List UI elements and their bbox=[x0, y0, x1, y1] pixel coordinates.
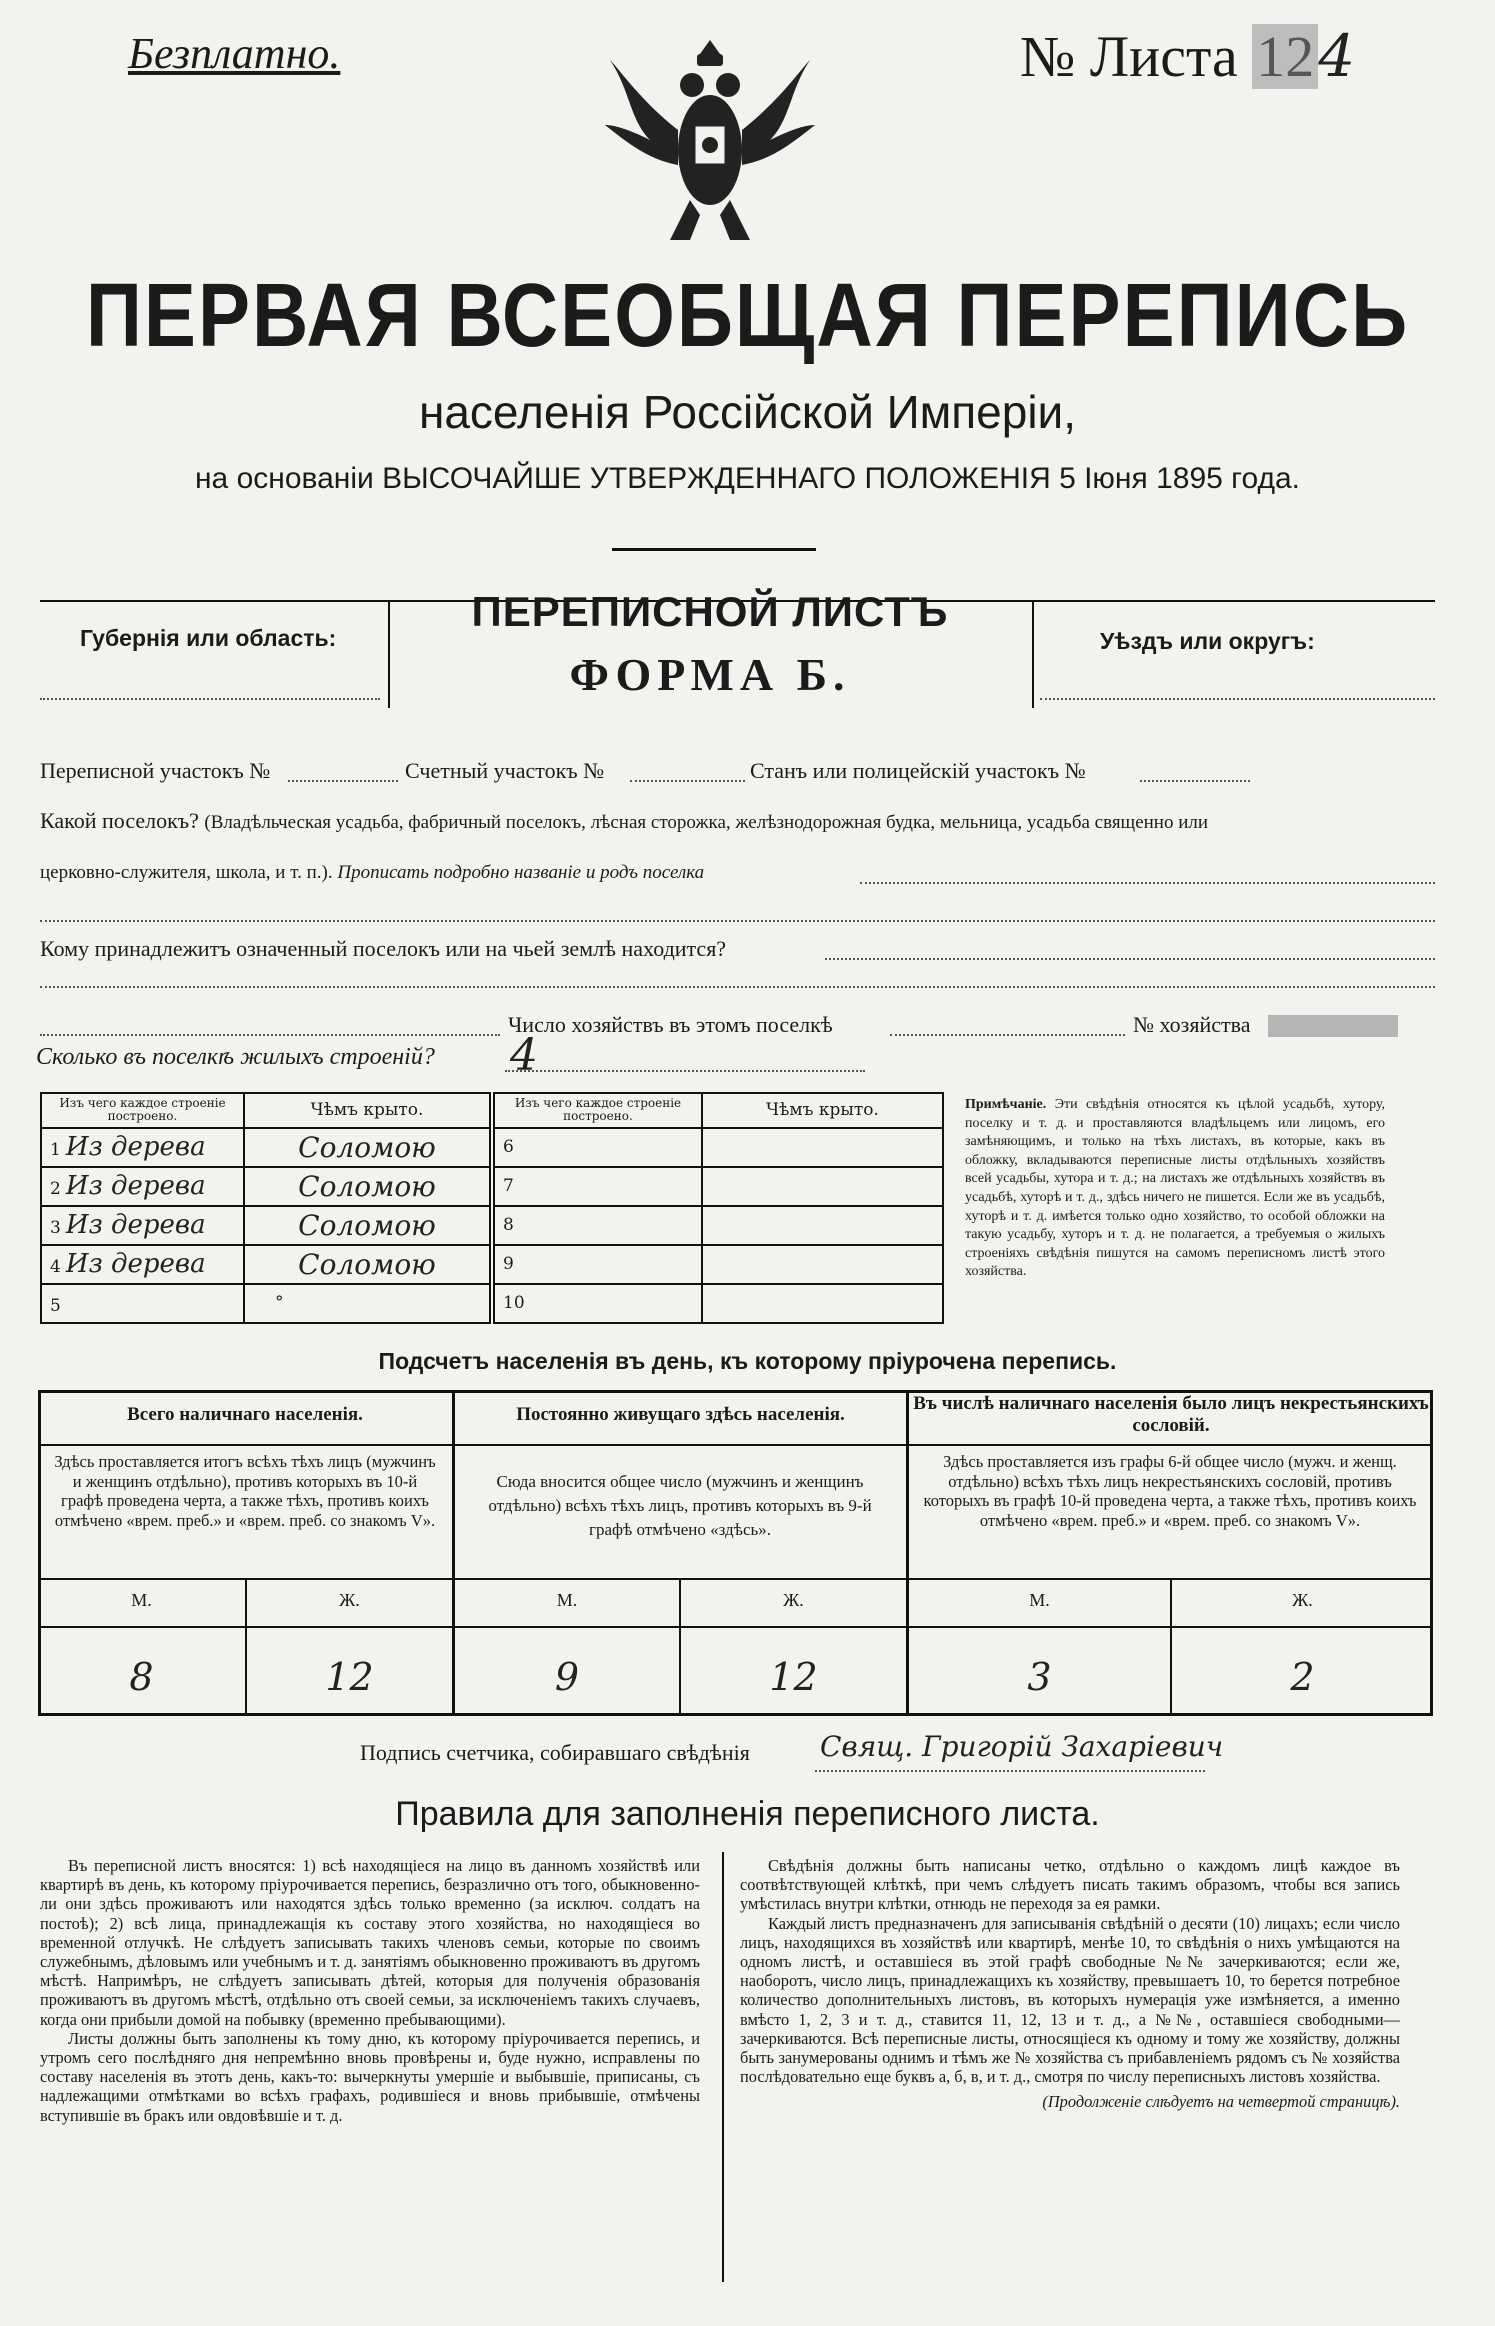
form-label: ФОРМА Б. bbox=[569, 649, 851, 700]
buildings-table bbox=[40, 1092, 944, 1324]
signature-label: Подпись счетчика, собиравшаго свѣдѣнія bbox=[360, 1740, 750, 1765]
col-material-header: Изъ чего каждое строеніе построено. bbox=[41, 1093, 244, 1128]
buildings-value[interactable]: 4 bbox=[510, 1030, 538, 1081]
non-peasant-f-label: Ж. bbox=[1292, 1590, 1313, 1610]
table-row[interactable]: 9 bbox=[492, 1245, 702, 1284]
free-label: Безплатно. bbox=[128, 29, 341, 78]
table-row[interactable]: 1 Из дерева bbox=[41, 1128, 244, 1167]
rules-continued: (Продолженіе слѣдуетъ на четвертой страницѣ). bbox=[1042, 2092, 1400, 2112]
col-roof-header: Чѣмъ крыто. bbox=[244, 1093, 492, 1128]
col-material-header-2: Изъ чего каждое строеніе построено. bbox=[492, 1093, 702, 1128]
permanent-population-desc: Сюда вносится общее число (мужчинъ и женщинъ отдѣльно) всѣхъ тѣхъ лицъ, противъ которыхъ въ 9-й графѣ отмѣчено «здѣсь». bbox=[488, 1472, 872, 1539]
table-cell-roof[interactable]: Соломою bbox=[244, 1206, 492, 1245]
table-row[interactable]: 2 Из дерева bbox=[41, 1167, 244, 1206]
table-row[interactable]: 4 Из дерева bbox=[41, 1245, 244, 1284]
table-row[interactable]: 5 bbox=[41, 1284, 244, 1323]
non-peasant-header: Въ числѣ наличнаго населенія было лицъ некрестьянскихъ сословій. bbox=[913, 1393, 1429, 1436]
settlement-field-extra[interactable] bbox=[40, 920, 1435, 922]
sheet-number-label: № Листа 124 bbox=[1020, 22, 1356, 90]
owner-field[interactable] bbox=[825, 958, 1435, 960]
total-f-value[interactable]: 12 bbox=[325, 1655, 374, 1699]
household-number-label: № хозяйства bbox=[1133, 1012, 1251, 1037]
counting-section-field[interactable] bbox=[630, 780, 745, 782]
households-count-label: Число хозяйствъ въ этомъ поселкѣ bbox=[508, 1012, 833, 1037]
table-cell-roof[interactable]: Соломою bbox=[244, 1245, 492, 1284]
col-roof-header-2: Чѣмъ крыто. bbox=[702, 1093, 943, 1128]
rules-title: Правила для заполненія переписного листа. bbox=[395, 1795, 1100, 1833]
census-section-field[interactable] bbox=[288, 780, 398, 782]
table-cell-roof[interactable]: Соломою bbox=[244, 1167, 492, 1206]
district-label: Уѣздъ или округъ: bbox=[1100, 628, 1315, 654]
table-row[interactable]: 7 bbox=[492, 1167, 702, 1206]
total-population-desc: Здѣсь проставляется итогъ всѣхъ тѣхъ лицъ (мужчинъ и женщинъ отдѣльно), противъ которыхъ въ 10-й графѣ проведена черта, а также тѣхъ, противъ коихъ отмѣчено «врем. преб.» и «врем. преб. со знакомъ V». bbox=[54, 1452, 436, 1530]
province-field[interactable] bbox=[40, 698, 380, 700]
table-row[interactable]: 3 Из дерева bbox=[41, 1206, 244, 1245]
non-peasant-m-value[interactable]: 3 bbox=[1027, 1655, 1052, 1699]
table-row[interactable]: 8 bbox=[492, 1206, 702, 1245]
permanent-m-label: М. bbox=[556, 1590, 578, 1610]
permanent-f-label: Ж. bbox=[783, 1590, 804, 1610]
subtitle: населенія Россійской Имперіи, bbox=[418, 386, 1077, 438]
imperial-eagle-emblem bbox=[600, 30, 820, 260]
rules-left-paragraph-2: Листы должны быть заполнены къ тому дню, къ которому пріурочивается перепись, и утромъ сего послѣдняго дня непремѣнно вновь провѣрены и, буде нужно, исправлены по составу населенія въ этотъ день, какъ-то: вычеркнуты умершіе и выбывшіе, приписаны, съ надлежащими отмѣтками во всѣхъ графахъ, родившіеся и вновь прибывшіе, отмѣчены вступившіе въ бракъ или овдовѣвшіе и т. д. bbox=[40, 2028, 700, 2125]
table-cell-roof[interactable] bbox=[702, 1167, 943, 1206]
total-population-header: Всего наличнаго населенія. bbox=[127, 1404, 363, 1425]
sheet-number-tail: 4 bbox=[1318, 22, 1356, 90]
legal-basis: на основаніи ВЫСОЧАЙШЕ УТВЕРЖДЕННАГО ПОЛОЖЕНІЯ 5 Іюня 1895 года. bbox=[194, 462, 1300, 495]
buildings-question: Сколько въ поселкѣ жилыхъ строеній? bbox=[36, 1044, 435, 1070]
households-count-field[interactable] bbox=[890, 1034, 1125, 1036]
total-m-label: М. bbox=[131, 1590, 152, 1610]
table-cell-roof[interactable]: Соломою bbox=[244, 1128, 492, 1167]
non-peasant-desc: Здѣсь проставляется изъ графы 6-й общее число (мужч. и женщ. отдѣльно) всѣхъ тѣхъ лицъ некрестьянскихъ сословій, противъ которыхъ въ графѣ 10-й проведена черта, а также тѣхъ, противъ коихъ отмѣчено «врем. преб.» и «врем. преб. со знакомъ V». bbox=[923, 1452, 1417, 1530]
sheet-number-value: 12 bbox=[1252, 24, 1318, 89]
table-row[interactable]: 10 bbox=[492, 1284, 702, 1323]
rules-right-column bbox=[740, 1856, 1400, 2112]
rules-divider bbox=[722, 1852, 724, 2282]
census-section-label: Переписной участокъ № bbox=[40, 758, 271, 783]
title-divider bbox=[612, 548, 816, 551]
table-cell-roof[interactable] bbox=[702, 1284, 943, 1323]
signature-value[interactable]: Свящ. Григорій Захаріевич bbox=[820, 1730, 1224, 1763]
rules-right-paragraph-2: Каждый листъ предназначенъ для записыванія свѣдѣній о десяти (10) лицахъ; если число лицъ, находящихся въ хозяйствѣ или квартирѣ, менѣе 10, то свѣдѣнія о нихъ умѣщаются на одномъ листѣ, и оставшіеся въ этой графѣ свободные №№ зачеркиваются; если же, наоборотъ, число лицъ, принадлежащихъ къ хозяйству, превышаетъ 10, то берется потребное количество дополнительныхъ листовъ, въ которыхъ нумерація уже измѣняется, а именно вмѣсто 1, 2, 3 и т. д., ставится 11, 12, 13 и т. д., а №№, оставшіеся свободными—зачеркиваются. Всѣ переписные листы, относящіеся къ одному и тому же хозяйству, должны быть занумерованы однимъ и тѣмъ же № хозяйства съ прибавленіемъ рядомъ съ № хозяйства послѣдовательно еще буквъ а, б, в, и т. д., смотря по числу переписныхъ листовъ хозяйства. bbox=[740, 1913, 1400, 2087]
district-field[interactable] bbox=[1040, 698, 1435, 700]
permanent-m-value[interactable]: 9 bbox=[554, 1655, 580, 1699]
buildings-note: Примѣчаніе. Эти свѣдѣнія относятся къ цѣлой усадьбѣ, хутору, поселку и т. д. и проставляются владѣльцемъ или лицомъ, его замѣняющимъ, и только на тѣхъ листахъ, въ которые, какъ въ обложку, вкладываются переписные листы отдѣльныхъ хозяйствъ всей усадьбы, хутора и т. д.; на листахъ же отдѣльныхъ хозяйствъ въ усадьбѣ, хуторѣ и т. д., здѣсь ничего не пишется. Если же въ усадьбѣ, хуторѣ и т. д. имѣется только одно хозяйство, то особой обложки на такую усадьбу, хуторъ и т. д. не полагается, а требуемыя о жилыхъ строеніяхъ свѣдѣнія пишутся на самомъ переписномъ листѣ этого хозяйства. bbox=[965, 1097, 1386, 1280]
counting-section-label: Счетный участокъ № bbox=[405, 758, 605, 783]
total-f-label: Ж. bbox=[339, 1590, 360, 1610]
rules-left-paragraph-1: Въ переписной листъ вносятся: 1) всѣ находящіеся на лицо въ данномъ хозяйствѣ или квартирѣ въ день, къ которому пріурочивается перепись, безразлично отъ того, обыкновенно-ли они здѣсь проживаютъ или находятся здѣсь только временно (за исключ. солдатъ на постоѣ); 2) всѣ лица, принадлежащія къ составу этого хозяйства, но находящіеся во временной отлучкѣ. Не слѣдуетъ записывать такихъ членовъ семьи, которые по своимъ служебнымъ, дѣловымъ или учебнымъ и т. д. занятіямъ обыкновенно проживаютъ въ другомъ мѣстѣ. Напримѣръ, не слѣдуетъ записывать дѣтей, которыя для полученія образованія проживаютъ въ другомъ мѣстѣ, отдѣльно отъ своей семьи, за исключеніемъ такихъ случаевъ, когда они прибыли домой на побывку (временно пребывающими). bbox=[40, 1856, 700, 2029]
police-section-field[interactable] bbox=[1140, 780, 1250, 782]
settlement-field[interactable] bbox=[860, 882, 1435, 884]
table-cell-roof[interactable] bbox=[702, 1245, 943, 1284]
settlement-question: Какой поселокъ? (Владѣльческая усадьба, фабричный поселокъ, лѣсная сторожка, желѣзнодорожная будка, мельница, усадьба священно или bbox=[40, 808, 1209, 833]
non-peasant-f-value[interactable]: 2 bbox=[1290, 1655, 1315, 1699]
rules-left-column bbox=[40, 1856, 700, 2125]
total-m-value[interactable]: 8 bbox=[129, 1655, 154, 1699]
owner-field-extra[interactable] bbox=[40, 986, 1435, 988]
main-title: ПЕРВАЯ ВСЕОБЩАЯ ПЕРЕПИСЬ bbox=[85, 264, 1410, 366]
province-label: Губернія или область: bbox=[80, 625, 337, 651]
household-number-redacted bbox=[1268, 1015, 1398, 1037]
non-peasant-m-label: М. bbox=[1029, 1590, 1050, 1610]
sheet-title: ПЕРЕПИСНОЙ ЛИСТЪ bbox=[471, 588, 949, 635]
population-title: Подсчетъ населенія въ день, къ которому пріурочена перепись. bbox=[378, 1348, 1117, 1374]
owner-question: Кому принадлежитъ означенный поселокъ или на чьей землѣ находится? bbox=[40, 936, 727, 961]
settlement-hint-line2: церковно-служителя, школа, и т. п.). Прописать подробно названіе и родъ поселка bbox=[40, 862, 705, 883]
police-section-label: Станъ или полицейскій участокъ № bbox=[750, 758, 1086, 783]
table-cell-roof[interactable] bbox=[702, 1206, 943, 1245]
permanent-population-header: Постоянно живущаго здѣсь населенія. bbox=[516, 1404, 845, 1425]
table-row[interactable]: 6 bbox=[492, 1128, 702, 1167]
permanent-f-value[interactable]: 12 bbox=[769, 1655, 818, 1699]
rules-right-paragraph-1: Свѣдѣнія должны быть написаны четко, отдѣльно о каждомъ лицѣ каждое въ соотвѣтствующей клѣткѣ, при чемъ слѣдуетъ писать такимъ образомъ, чтобы вся запись умѣстилась внутри клѣтки, отнюдь не переходя за ея рамки. bbox=[740, 1856, 1400, 1914]
table-cell-roof[interactable] bbox=[702, 1128, 943, 1167]
table-cell-roof[interactable]: ° bbox=[244, 1284, 492, 1323]
